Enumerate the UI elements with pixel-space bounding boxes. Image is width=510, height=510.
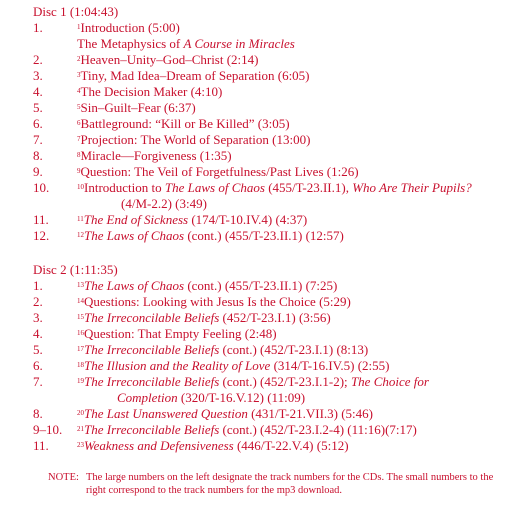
title-text: Questions: Looking with Jesus Is the Choice (5:29): [84, 294, 351, 309]
title-text: Question: That Empty Feeling (2:48): [84, 326, 277, 341]
note-label: NOTE:: [48, 472, 79, 483]
title-text: (431/T-21.VII.3) (5:46): [247, 406, 373, 421]
title-italic: A Course in Miracles: [183, 36, 295, 51]
title-text: Heaven–Unity–God–Christ (2:14): [80, 52, 259, 67]
title-text: (452/T-23.I.1) (3:56): [219, 310, 331, 325]
title-text: (cont.) (452/T-23.I.1) (8:13): [219, 342, 369, 357]
disc-1-title: Disc 1 (1:04:43): [33, 4, 119, 19]
title-text: (446/T-22.V.4) (5:12): [233, 438, 349, 453]
title-italic: The Illusion and the Reality of Love: [84, 358, 271, 373]
mp3-track-number: 10: [77, 183, 84, 191]
track-title: [77, 100, 196, 116]
track-number: 10.: [33, 180, 50, 195]
title-text: (320/T-16.V.12) (11:09): [177, 390, 306, 405]
track-title: [77, 132, 310, 148]
mp3-track-number: 19: [77, 377, 84, 385]
track-number: 5.: [33, 342, 43, 357]
title-text: (cont.) (455/T-23.II.1) (12:57): [184, 228, 344, 243]
track-title: [77, 84, 222, 100]
track-number: 9–10.: [33, 422, 63, 437]
title-italic: The Laws of Chaos: [84, 228, 185, 243]
mp3-track-number: 18: [77, 361, 84, 369]
mp3-track-number: 14: [77, 297, 84, 305]
mp3-track-number: 9: [77, 167, 81, 175]
title-italic: The Irreconcilable Beliefs: [84, 422, 220, 437]
track-number: 8.: [33, 148, 43, 163]
mp3-track-number: 7: [77, 135, 81, 143]
track-title: [77, 20, 180, 36]
track-title: [77, 406, 373, 422]
title-italic: The Irreconcilable Beliefs: [84, 374, 220, 389]
track-title: [77, 52, 259, 68]
title-text: Introduction (5:00): [80, 20, 180, 35]
mp3-track-number: 20: [77, 409, 84, 417]
title-italic: The Last Unanswered Question: [84, 406, 248, 421]
track-number: 3.: [33, 310, 43, 325]
track-title: [77, 164, 359, 180]
track-number: 12.: [33, 228, 50, 243]
track-title: [77, 36, 295, 52]
title-text: Question: The Veil of Forgetfulness/Past Lives (1:26): [80, 164, 359, 179]
title-italic: The Irreconcilable Beliefs: [84, 342, 220, 357]
mp3-track-number: 1: [77, 23, 81, 31]
title-italic: The Laws of Chaos: [84, 278, 185, 293]
title-italic: Completion: [117, 390, 178, 405]
track-title-continued: [121, 196, 207, 212]
track-title-continued: [117, 390, 305, 406]
track-title: [77, 342, 368, 358]
title-text: (314/T-16.IV.5) (2:55): [270, 358, 390, 373]
title-italic: The End of Sickness: [83, 212, 189, 227]
mp3-track-number: 16: [77, 329, 84, 337]
mp3-track-number: 11: [77, 215, 84, 223]
track-title: [77, 180, 472, 196]
track-number: 8.: [33, 406, 43, 421]
track-title: [77, 438, 349, 454]
mp3-track-number: 13: [77, 281, 84, 289]
mp3-track-number: 2: [77, 55, 81, 63]
mp3-track-number: 21: [77, 425, 84, 433]
title-italic: The Laws of Chaos: [164, 180, 265, 195]
track-title: [77, 422, 417, 438]
track-number: 11.: [33, 438, 49, 453]
title-text: Projection: The World of Separation (13:00): [80, 132, 311, 147]
mp3-track-number: 5: [77, 103, 81, 111]
title-text: Introduction to: [84, 180, 165, 195]
mp3-track-number: 3: [77, 71, 81, 79]
title-text: (cont.) (452/T-23.I.2-4) (11:16)(7:17): [219, 422, 417, 437]
track-number: 7.: [33, 374, 43, 389]
track-title: [77, 212, 307, 228]
title-text: (cont.) (452/T-23.I.1-2);: [219, 374, 351, 389]
track-title: [77, 310, 331, 326]
note-text: The large numbers on the left designate the track numbers for the CDs. The small numbers to the right correspond to the track numbers for the mp3 download.: [86, 472, 494, 496]
track-title: [77, 68, 310, 84]
track-number: 5.: [33, 100, 43, 115]
title-text: (cont.) (455/T-23.II.1) (7:25): [184, 278, 338, 293]
title-text: The Metaphysics of: [77, 36, 184, 51]
track-title: [77, 278, 337, 294]
title-text: (455/T-23.II.1),: [264, 180, 353, 195]
track-title: [77, 228, 344, 244]
mp3-track-number: 23: [77, 441, 84, 449]
track-number: 7.: [33, 132, 43, 147]
title-text: (4/M-2.2) (3:49): [121, 196, 207, 211]
title-italic: The Irreconcilable Beliefs: [84, 310, 220, 325]
track-number: 1.: [33, 278, 43, 293]
track-title: [77, 294, 351, 310]
mp3-track-number: 15: [77, 313, 84, 321]
title-text: The Decision Maker (4:10): [80, 84, 223, 99]
title-text: Battleground: “Kill or Be Killed” (3:05): [80, 116, 290, 131]
track-number: 11.: [33, 212, 49, 227]
track-number: 2.: [33, 294, 43, 309]
mp3-track-number: 6: [77, 119, 81, 127]
track-number: 3.: [33, 68, 43, 83]
title-italic: The Choice for: [350, 374, 429, 389]
track-number: 4.: [33, 84, 43, 99]
title-text: (174/T-10.IV.4) (4:37): [188, 212, 308, 227]
track-title: [77, 358, 389, 374]
track-number: 6.: [33, 116, 43, 131]
title-italic: Weakness and Defensiveness: [84, 438, 234, 453]
track-number: 4.: [33, 326, 43, 341]
mp3-track-number: 12: [77, 231, 84, 239]
disc-2-title: Disc 2 (1:11:35): [33, 262, 118, 277]
track-title: [77, 116, 290, 132]
title-text: Sin–Guilt–Fear (6:37): [80, 100, 196, 115]
mp3-track-number: 4: [77, 87, 81, 95]
track-title: [77, 148, 232, 164]
title-italic: Who Are Their Pupils?: [352, 180, 472, 195]
track-number: 9.: [33, 164, 43, 179]
track-number: 2.: [33, 52, 43, 67]
track-title: [77, 326, 277, 342]
track-title: [77, 374, 429, 390]
mp3-track-number: 8: [77, 151, 81, 159]
track-number: 6.: [33, 358, 43, 373]
title-text: Miracle—Forgiveness (1:35): [80, 148, 232, 163]
title-text: Tiny, Mad Idea–Dream of Separation (6:05): [80, 68, 310, 83]
mp3-track-number: 17: [77, 345, 84, 353]
track-number: 1.: [33, 20, 43, 35]
